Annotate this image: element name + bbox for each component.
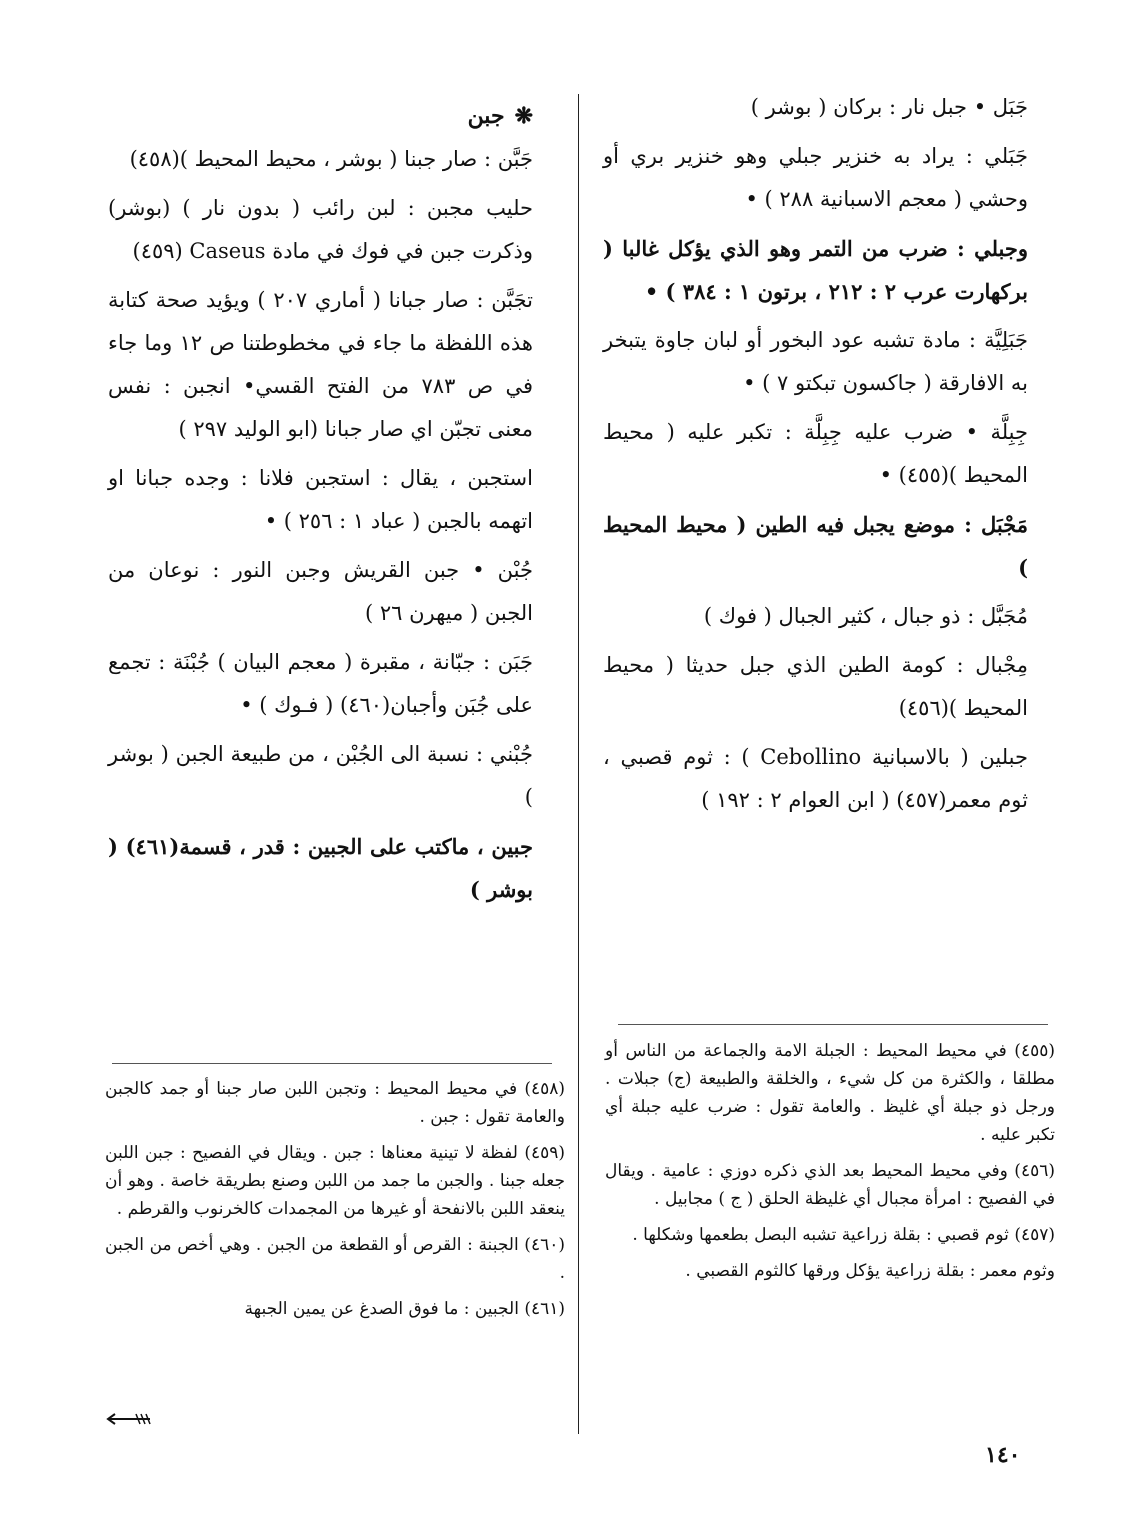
footnote-456: (٤٥٦) وفي محيط المحيط بعد الذي ذكره دوزي : عامية . ويقال في الفصيح : امرأة مجبال أي غليظة الحلق ( ج ) مجابيل . (605, 1161, 1055, 1209)
footnote-457-cont: وثوم معمر : بقلة زراعية يؤكل ورقها كالثوم القصبي . (685, 1261, 1055, 1281)
footnote-divider-right (618, 1024, 1048, 1025)
footnote-459: (٤٥٩) لفظة لا تينية معناها : جبن . ويقال في الفصيح : جبن اللبن جعله جبنا . والجبن ما جمد من اللبن وصنع بطريقة خاصة . وهو أن ينعقد اللبن بالانفحة أو غيرها من المجمدات كالخرنوب والقرطم . (105, 1143, 565, 1219)
entry-jaban: جَبَن : جبّانة ، مقبرة ( معجم البيان ) جُبْنَة : تجمع على جُبَن وأجبان(٤٦٠) ( فـوك ) • (108, 650, 533, 717)
entry-istajbana: استجبن ، يقال : استجبن فلانا : وجده جبانا او اتهمه بالجبن ( عباد ١ : ٢٥٦ ) • (108, 466, 533, 533)
entry-tajabbana: تجَبَّن : صار جبانا ( أماري ٢٠٧ ) ويؤيد صحة كتابة هذه اللفظة ما جاء في مخطوطتنا ص ١٢ وما جاء في ص ٧٨٣ من الفتح القسي• انجبن : نفس معنى تجبّن اي صار جبانا (ابو الوليد ٢٩٧ ) (108, 288, 534, 441)
entry-jablin: جبلين ( بالاسبانية Cebollino ) : ثوم قصبي ، ثوم معمر(٤٥٧) ( ابن العوام ٢ : ١٩٢ ) (603, 745, 1028, 812)
entry-mijbal: مِجْبال : كومة الطين الذي جبل حديثا ( محيط المحيط )(٤٥٦) (603, 653, 1028, 720)
entry-jubni: جُبْني : نسبة الى الجُبْن ، من طبيعة الجبن ( بوشر ) (108, 742, 533, 809)
footnote-460: (٤٦٠) الجبنة : القرص أو القطعة من الجبن . وهي أخص من الجبن . (105, 1235, 565, 1283)
entry-wa-jabali: وجبلي : ضرب من التمر وهو الذي يؤكل غالبا ( بركهارت عرب ٢ : ٢١٢ ، برتون ١ : ٣٨٤ ) • (603, 236, 1028, 304)
footnotes-right (605, 1037, 1055, 1293)
left-column (108, 96, 533, 917)
section-heading-text: جبن (467, 103, 505, 129)
section-heading (108, 96, 533, 136)
footnotes-left (105, 1075, 565, 1331)
entry-jubn: جُبْن • جبن القريش وجبن النور : نوعان من الجبن ( ميهرن ٢٦ ) (108, 558, 533, 625)
entry-jibilla: جِبِلَّة • ضرب عليه جِبِلَّة : تكبر عليه ( محيط المحيط )(٤٥٥) • (603, 420, 1028, 487)
entry-jabaliyya: جَبَلِيَّة : مادة تشبه عود البخور أو لبان جاوة يتبخر به الافارقة ( جاكسون تبكتو ٧ ) • (603, 328, 1028, 395)
page-number: ١٤٠ (985, 1442, 1021, 1468)
asterisk-icon: ❋ (514, 103, 533, 129)
footnote-458: (٤٥٨) في محيط المحيط : وتجبن اللبن صار جبنا أو جمد كالجبن والعامة تقول : جبن . (105, 1079, 565, 1127)
entry-jabin: جبين ، ماكتب على الجبين : قدر ، قسمة(٤٦١) ( بوشر ) (108, 834, 533, 902)
entry-halib-mujabban: حليب مجبن : لبن رائب ( بدون نار ) (بوشر) وذكرت جبن في فوك في مادة Caseus (٤٥٩) (108, 196, 533, 263)
footnote-461: (٤٦١) الجبين : ما فوق الصدغ عن يمين الجبهة (244, 1299, 565, 1319)
footnote-divider-left (112, 1063, 552, 1064)
right-column (603, 86, 1028, 828)
footnote-455: (٤٥٥) في محيط المحيط : الجبلة الامة والجماعة من الناس أو مطلقا ، والكثرة من كل شيء ، والخلقة والطبيعة (ج) جبلات . ورجل ذو جبلة أي غليظ . والعامة تقول : ضرب عليه جبلة أي تكبر عليه . (605, 1041, 1055, 1145)
entry-mujabbal: مُجَبَّل : ذو جبال ، كثير الجبال ( فوك ) (703, 604, 1028, 628)
entry-majbal: مَجْبَل : موضع يجبل فيه الطين ( محيط المحيط ) (603, 512, 1028, 580)
column-divider (578, 94, 579, 1434)
entry-jabali: جَبَلي : يراد به خنزير جبلي وهو خنزير بري أو وحشي ( معجم الاسبانية ٢٨٨ ) • (603, 144, 1028, 211)
entry-jabal: جَبَل • جبل نار : بركان ( بوشر ) (750, 95, 1028, 119)
continuation-arrow-icon (106, 1412, 152, 1426)
entry-jabbana: جَبَّن : صار جبنا ( بوشر ، محيط المحيط )(٤٥٨) (129, 147, 533, 171)
footnote-457: (٤٥٧) ثوم قصبي : بقلة زراعية تشبه البصل بطعمها وشكلها . (632, 1225, 1055, 1245)
